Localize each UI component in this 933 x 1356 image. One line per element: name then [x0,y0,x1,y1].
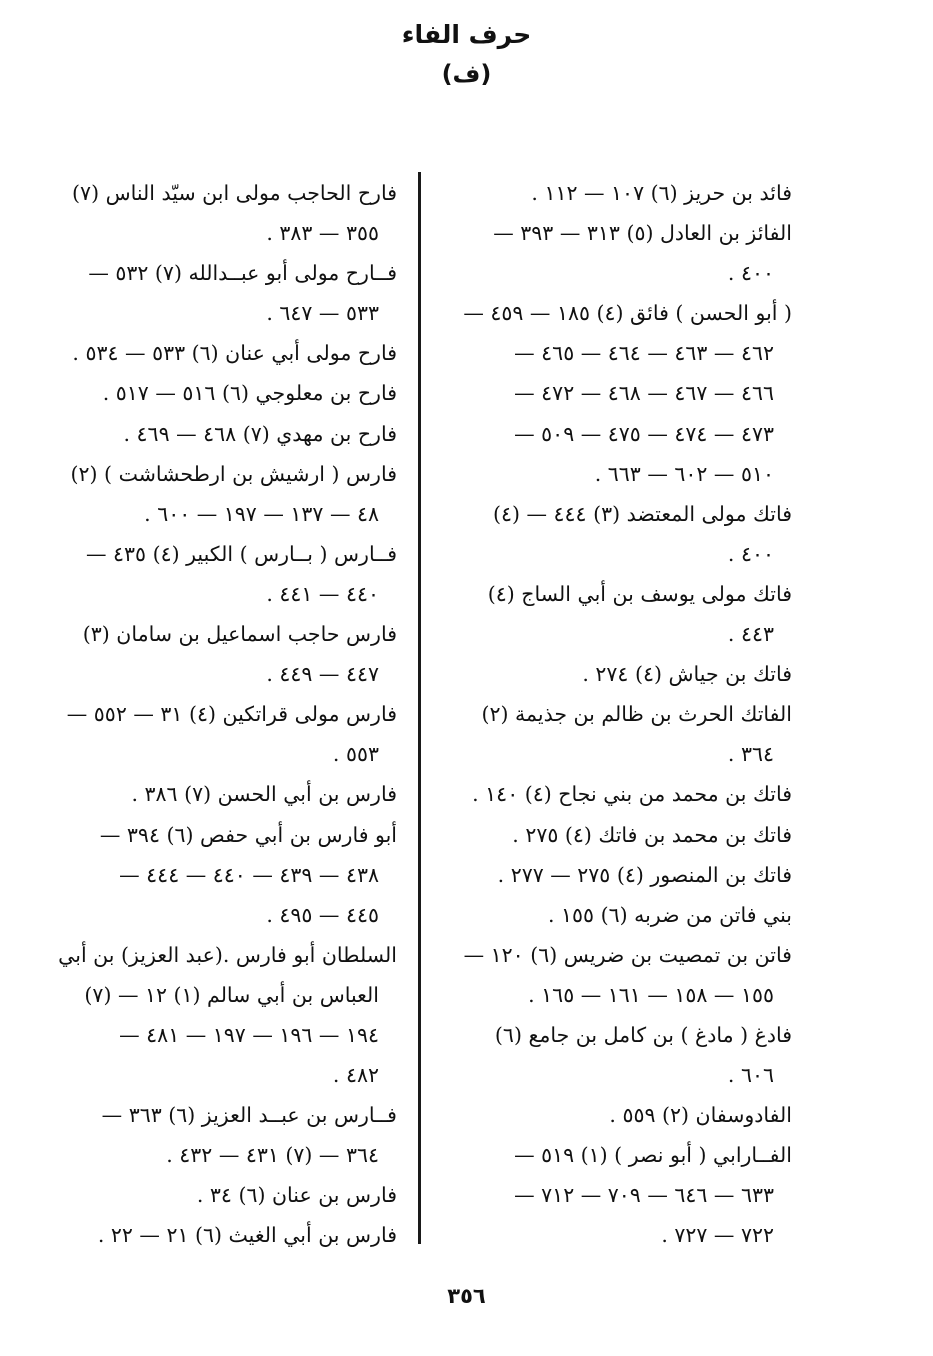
index-entry: فــارح مولى أبو عبــدالله (٧) ٥٣٢ — [88,261,397,286]
index-entry: فــارس ( بــارس ) الكبير (٤) ٤٣٥ — [86,541,397,566]
index-entry: فارح الحاجب مولى ابن سيّد الناس (٧) [72,181,397,205]
index-entry-continuation: ٥٥٣ . [332,742,379,767]
index-entry-continuation: ١٥٥ — ١٥٨ — ١٦١ — ١٦٥ . [528,982,774,1007]
index-entry-continuation: ٤٦٦ — ٤٦٧ — ٤٦٨ — ٤٧٢ — [514,381,774,406]
index-entry: فارس بن أبي الحسن (٧) ٣٨٦ . [131,782,397,807]
index-entry-continuation: ٦٣٣ — ٦٤٦ — ٧٠٩ — ٧١٢ — [514,1183,774,1208]
index-entry-continuation: ٣٥٥ — ٣٨٣ . [266,221,379,246]
index-entry: فاتك بن المنصور (٤) ٢٧٥ — ٢٧٧ . [497,862,792,887]
index-entry: الفادوسفان (٢) ٥٥٩ . [609,1103,792,1128]
index-entry-continuation: ٣٦٤ — (٧) ٤٣١ — ٤٣٢ . [166,1143,379,1168]
index-entry-continuation: ٦٠٦ . [727,1063,774,1088]
index-entry-continuation: ٣٦٤ . [727,742,774,767]
index-entry-continuation: ٤٨ — ١٣٧ — ١٩٧ — ٦٠٠ . [144,501,379,526]
index-entry: فاتك مولى المعتضد (٣) ٤٤٤ — (٤) [492,501,792,526]
index-entry-continuation: ١٩٤ — ١٩٦ — ١٩٧ — ٤٨١ — [119,1022,379,1047]
index-entry-continuation: ٥٣٣ — ٦٤٧ . [266,301,379,326]
index-entry-continuation: ٧٢٢ — ٧٢٧ . [661,1223,774,1248]
index-entry-continuation: ٥١٠ — ٦٠٢ — ٦٦٣ . [594,461,774,486]
index-entry-continuation: ٤٣٨ — ٤٣٩ — ٤٤٠ — ٤٤٤ — [119,862,379,887]
index-entry: السلطان أبو فارس .(عبد العزيز) بن أبي [58,942,397,967]
index-entry-continuation: العباس بن أبي سالم (١) ١٢ — (٧) [84,982,379,1007]
index-entry: فارس بن عنان (٦) ٣٤ . [196,1183,397,1208]
index-column-right [447,173,792,1256]
index-entry: فارح بن معلوجي (٦) ٥١٦ — ٥١٧ . [102,381,397,406]
index-entry: فارس ( ارشيش بن ارطحشاشت ) (٢) [70,461,397,486]
index-entry: الفاتك الحرث بن ظالم بن جذيمة (٢) [481,702,792,727]
index-entry: فارس مولى قراتكين (٤) ٣١ — ٥٥٢ — [66,702,397,727]
index-entry: أبو فارس بن أبي حفص (٦) ٣٩٤ — [99,822,397,847]
index-entry: فارس بن أبي الغيث (٦) ٢١ — ٢٢ . [97,1223,397,1248]
index-entry: الفــارابي ( أبو نصر ) (١) ٥١٩ — [514,1143,792,1168]
index-entry-continuation: ٤٠٠ . [727,541,774,566]
index-entry: فاتك مولى يوسف بن أبي الساج (٤) [487,581,792,606]
index-entry-continuation: ٤٦٢ — ٤٦٣ — ٤٦٤ — ٤٦٥ — [514,341,774,366]
index-entry-continuation: ٤٨٢ . [332,1063,379,1088]
index-entry: فائد بن حريز (٦) ١٠٧ — ١١٢ . [531,181,792,205]
index-entry: بني فاتن من ضربه (٦) ١٥٥ . [547,902,792,927]
index-entry-continuation: ٤٠٠ . [727,261,774,286]
page-title: حرف الفاء [401,20,532,49]
index-entry: فاتك بن جياش (٤) ٢٧٤ . [582,662,792,687]
index-entry: فــارس بن عبــد العزيز (٦) ٣٦٣ — [101,1103,397,1128]
index-entry: فاتن بن تمصيت بن ضريس (٦) ١٢٠ — [463,942,792,967]
page-number: ٣٥٦ [447,1284,486,1308]
index-entry: فادغ ( مادغ ) بن كامل بن جامع (٦) [494,1022,792,1047]
column-divider [418,172,421,1244]
index-column-left [52,173,397,1256]
index-entry: فارس حاجب اسماعيل بن سامان (٣) [82,622,397,647]
index-entry: الفائز بن العادل (٥) ٣١٣ — ٣٩٣ — [493,221,792,246]
index-entry: فارح مولى أبي عنان (٦) ٥٣٣ — ٥٣٤ . [72,341,397,366]
index-entry-continuation: ٤٤٠ — ٤٤١ . [266,581,379,606]
section-letter: (ف) [441,60,492,88]
index-entry-continuation: ٤٤٥ — ٤٩٥ . [266,902,379,927]
index-entry: فاتك بن محمد بن فاتك (٤) ٢٧٥ . [512,822,792,847]
index-entry: ( أبو الحسن ) فائق (٤) ١٨٥ — ٤٥٩ — [463,301,792,326]
index-entry: فاتك بن محمد من بني نجاح (٤) ١٤٠ . [472,782,792,807]
index-entry: فارح بن مهدي (٧) ٤٦٨ — ٤٦٩ . [123,421,397,446]
index-entry-continuation: ٤٤٣ . [727,622,774,647]
index-entry-continuation: ٤٧٣ — ٤٧٤ — ٤٧٥ — ٥٠٩ — [514,421,774,446]
index-entry-continuation: ٤٤٧ — ٤٤٩ . [266,662,379,687]
